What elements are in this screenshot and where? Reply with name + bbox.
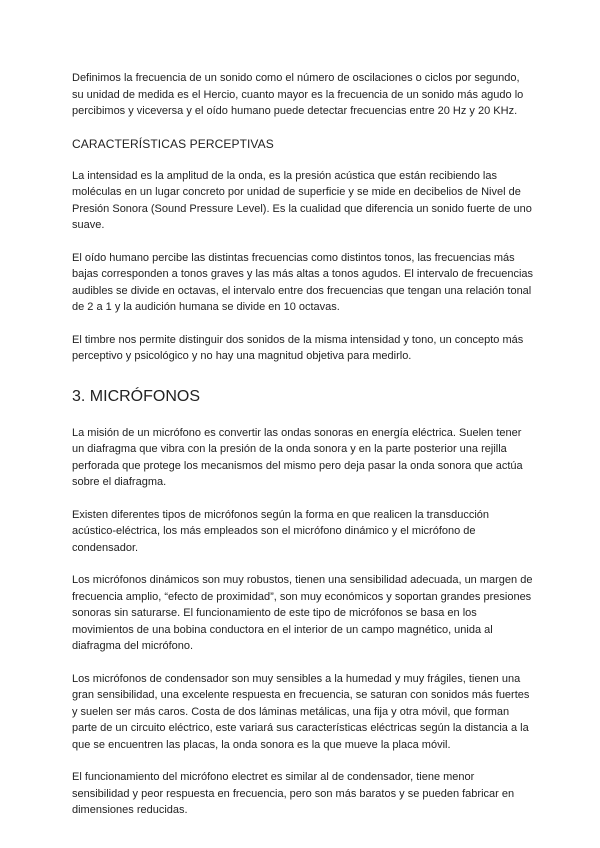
intensity-paragraph: La intensidad es la amplitud de la onda, es la presión acústica que están recibiendo las moléculas en un lugar concreto por unidad de superficie y se mide en decibelios de Nivel de Presión Sonora (Sound Pressure Level). Es la cualidad que diferencia un sonido fuerte de uno suave. bbox=[72, 169, 532, 231]
electret-microphone-paragraph: El funcionamiento del micrófono electret es similar al de condensador, tiene menor sensibilidad y peor respuesta en frecuencia, pero son más baratos y se pueden fabricar en dimensiones reducidas. bbox=[72, 771, 515, 816]
tone-paragraph: El oído humano percibe las distintas frecuencias como distintos tonos, las frecuencias más bajas corresponden a tonos graves y las más altas a tonos agudos. El intervalo de frecuencias audibles se divide en octavas, el intervalo entre dos frecuencias que tengan una relación tonal de 2 a 1 y la audición humana se divide en 10 octavas. bbox=[72, 251, 534, 313]
microphones-heading: 3. MICRÓFONOS bbox=[72, 387, 201, 405]
microphone-types-paragraph: Existen diferentes tipos de micrófonos según la forma en que realicen la transducción acústico-eléctrica, los más empleados son el micrófono dinámico y el micrófono de condensador. bbox=[72, 508, 490, 554]
intro-paragraph: Definimos la frecuencia de un sonido como el número de oscilaciones o ciclos por segundo, su unidad de medida es el Hercio, cuanto mayor es la frecuencia de un sonido más agudo lo percibimos y viceversa y el oído humano puede detectar frecuencias entre 20 Hz y 20 KHz. bbox=[72, 72, 524, 117]
perceptual-heading: CARACTERÍSTICAS PERCEPTIVAS bbox=[72, 136, 274, 151]
dynamic-microphone-paragraph: Los micrófonos dinámicos son muy robustos, tienen una sensibilidad adecuada, un margen de frecuencia amplio, “efecto de proximidad”, son muy económicos y soportan grandes presiones sonoras sin saturarse. El funcionamiento de este tipo de micrófonos se basa en los movimientos de una bobina conductora en el interior de un campo magnético, unida al diafragma del micrófono. bbox=[72, 574, 533, 652]
microphone-mission-paragraph: La misión de un micrófono es convertir las ondas sonoras en energía eléctrica. Suelen tener un diafragma que vibra con la presión de la onda sonora y en la parte posterior una rejilla perforada que protege los mecanismos del mismo pero deja pasar la onda sonora que actúa sobre el diafragma. bbox=[72, 426, 523, 488]
document-page bbox=[72, 70, 534, 819]
timbre-paragraph: El timbre nos permite distinguir dos sonidos de la misma intensidad y tono, un concepto más perceptivo y psicológico y no hay una magnitud objetiva para medirlo. bbox=[72, 333, 524, 362]
condenser-microphone-paragraph: Los micrófonos de condensador son muy sensibles a la humedad y muy frágiles, tienen una gran sensibilidad, una excelente respuesta en frecuencia, se saturan con sonidos más fuertes y suelen ser más caros. Costa de dos láminas metálicas, una fija y otra móvil, que forman parte de un circuito eléctrico, este variará sus características eléctricas según la distancia a la que se encuentren las placas, la onda sonora es la que mueve la placa móvil. bbox=[72, 672, 530, 751]
